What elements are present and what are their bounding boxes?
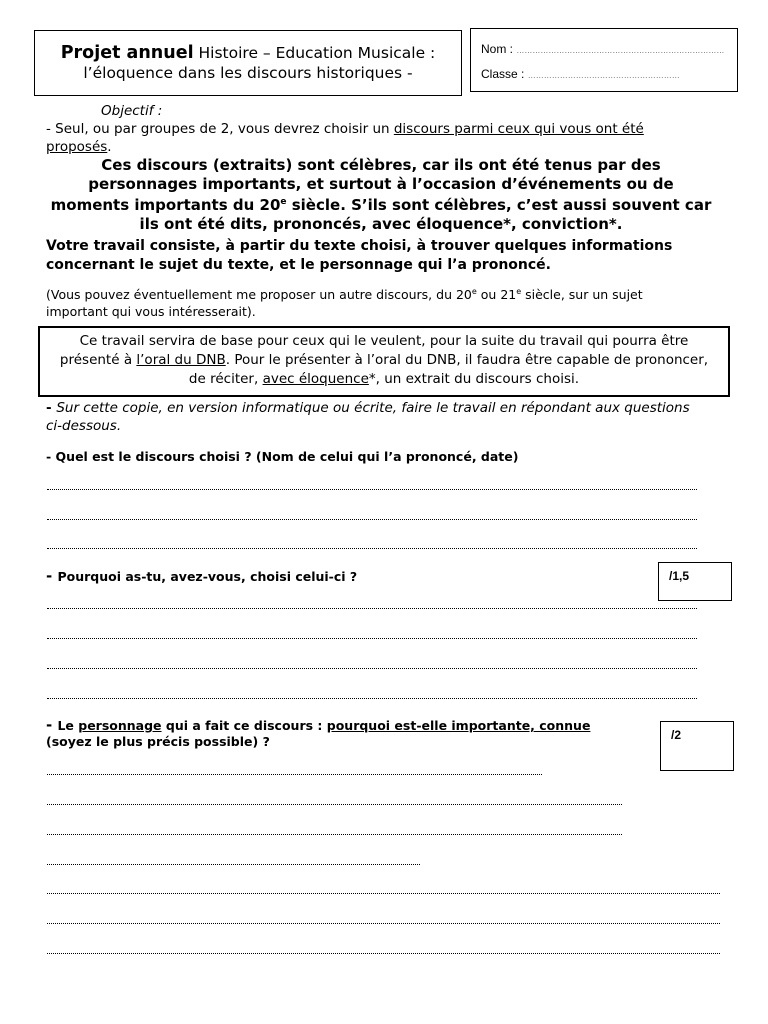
student-id-box (470, 28, 738, 92)
bold-para-b: siècle. S’ils sont célèbres, c’est aussi souvent car ils ont été dits, prononcés, avec éloquence*, conviction*. (139, 196, 712, 233)
objectif-underline: discours parmi ceux qui vous ont été proposés (46, 121, 644, 155)
q3-a: Le (57, 718, 79, 733)
discours-bold-paragraph (50, 156, 712, 233)
info-b: . Pour le présenter à l’oral du DNB, il faudra être capable de prononcer, de réciter, (188, 352, 709, 387)
q3-b: qui a fait ce discours : (161, 718, 327, 733)
answer-line[interactable] (47, 518, 697, 520)
answer-line[interactable] (47, 803, 622, 805)
info-c: *, un extrait du discours choisi. (368, 371, 580, 387)
score-q3: /2 (671, 728, 682, 742)
paren-b: ou 21 (476, 287, 517, 303)
title-box (34, 30, 462, 96)
q3-personnage: personnage (78, 718, 162, 733)
q2-text: Pourquoi as-tu, avez-vous, choisi celui-ci ? (57, 569, 358, 584)
answer-line[interactable] (47, 773, 542, 775)
title-line-2: l’éloquence dans les discours historiques - (83, 64, 413, 82)
info-oral-dnb: l’oral du DNB (136, 352, 226, 368)
paren-sup2: e (516, 287, 522, 296)
instruction-text: Sur cette copie, en version informatique ou écrite, faire le travail en répondant aux questions ci-dessous. (46, 400, 690, 434)
question-2 (46, 567, 357, 585)
score-box-q2 (658, 562, 732, 601)
nom-dots: …………………………………………………………………… (516, 46, 725, 55)
classe-label: Classe : (481, 67, 525, 81)
answer-line[interactable] (47, 697, 697, 699)
q2-dash: - (46, 567, 58, 585)
answer-line[interactable] (47, 952, 720, 954)
paren-sup1: e (471, 287, 477, 296)
title-line-1 (35, 43, 461, 63)
nom-label: Nom : (481, 42, 514, 56)
parenthesis-note (46, 283, 706, 320)
objectif-line (46, 120, 696, 156)
nom-row (481, 42, 724, 56)
answer-line[interactable] (47, 488, 697, 490)
paren-c: siècle, sur un sujet important qui vous intéresserait). (46, 287, 643, 320)
info-box (38, 326, 730, 397)
objectif-label: Objectif : (101, 103, 163, 119)
title-bold: Projet annuel (60, 43, 194, 63)
score-box-q3 (660, 721, 734, 771)
answer-line[interactable] (47, 833, 622, 835)
q3-c: (soyez le plus précis possible) ? (46, 734, 270, 749)
answer-line[interactable] (47, 637, 697, 639)
answer-line[interactable] (47, 547, 697, 549)
classe-dots: ………………………………………………… (527, 71, 680, 80)
title-subject: Histoire – Education Musicale : (193, 44, 436, 62)
answer-line[interactable] (47, 892, 720, 894)
question-3 (46, 717, 646, 750)
q3-dash: - (46, 716, 58, 734)
objectif-text: - Seul, ou par groupes de 2, vous devrez choisir un (46, 121, 394, 137)
instruction-dash: - (46, 400, 57, 416)
bold-para-a: Ces discours (extraits) sont célèbres, car ils ont été tenus par des personnages importants, et surtout à l’occasion d’événements ou de moments importants du 20 (50, 156, 674, 214)
score-q2: /1,5 (669, 569, 690, 583)
classe-row (481, 67, 680, 81)
answer-line[interactable] (47, 667, 697, 669)
objectif-end: . (107, 139, 112, 155)
info-a: Ce travail servira de base pour ceux qui le veulent, pour la suite du travail qui pourra être présenté à (59, 333, 689, 368)
paren-a: (Vous pouvez éventuellement me proposer un autre discours, du 20 (46, 287, 472, 303)
travail-paragraph: Votre travail consiste, à partir du texte choisi, à trouver quelques informations concernant le sujet du texte, et le personnage qui l’a prononcé. (46, 238, 673, 273)
answer-line[interactable] (47, 922, 720, 924)
question-1: - Quel est le discours choisi ? (Nom de celui qui l’a prononcé, date) (46, 449, 519, 464)
answer-line[interactable] (47, 607, 697, 609)
instruction (46, 399, 706, 435)
info-eloquence: avec éloquence (262, 371, 369, 387)
answer-line[interactable] (47, 863, 420, 865)
q3-pourquoi: pourquoi est-elle importante, connue (326, 718, 591, 733)
bold-para-sup: e (280, 197, 287, 207)
